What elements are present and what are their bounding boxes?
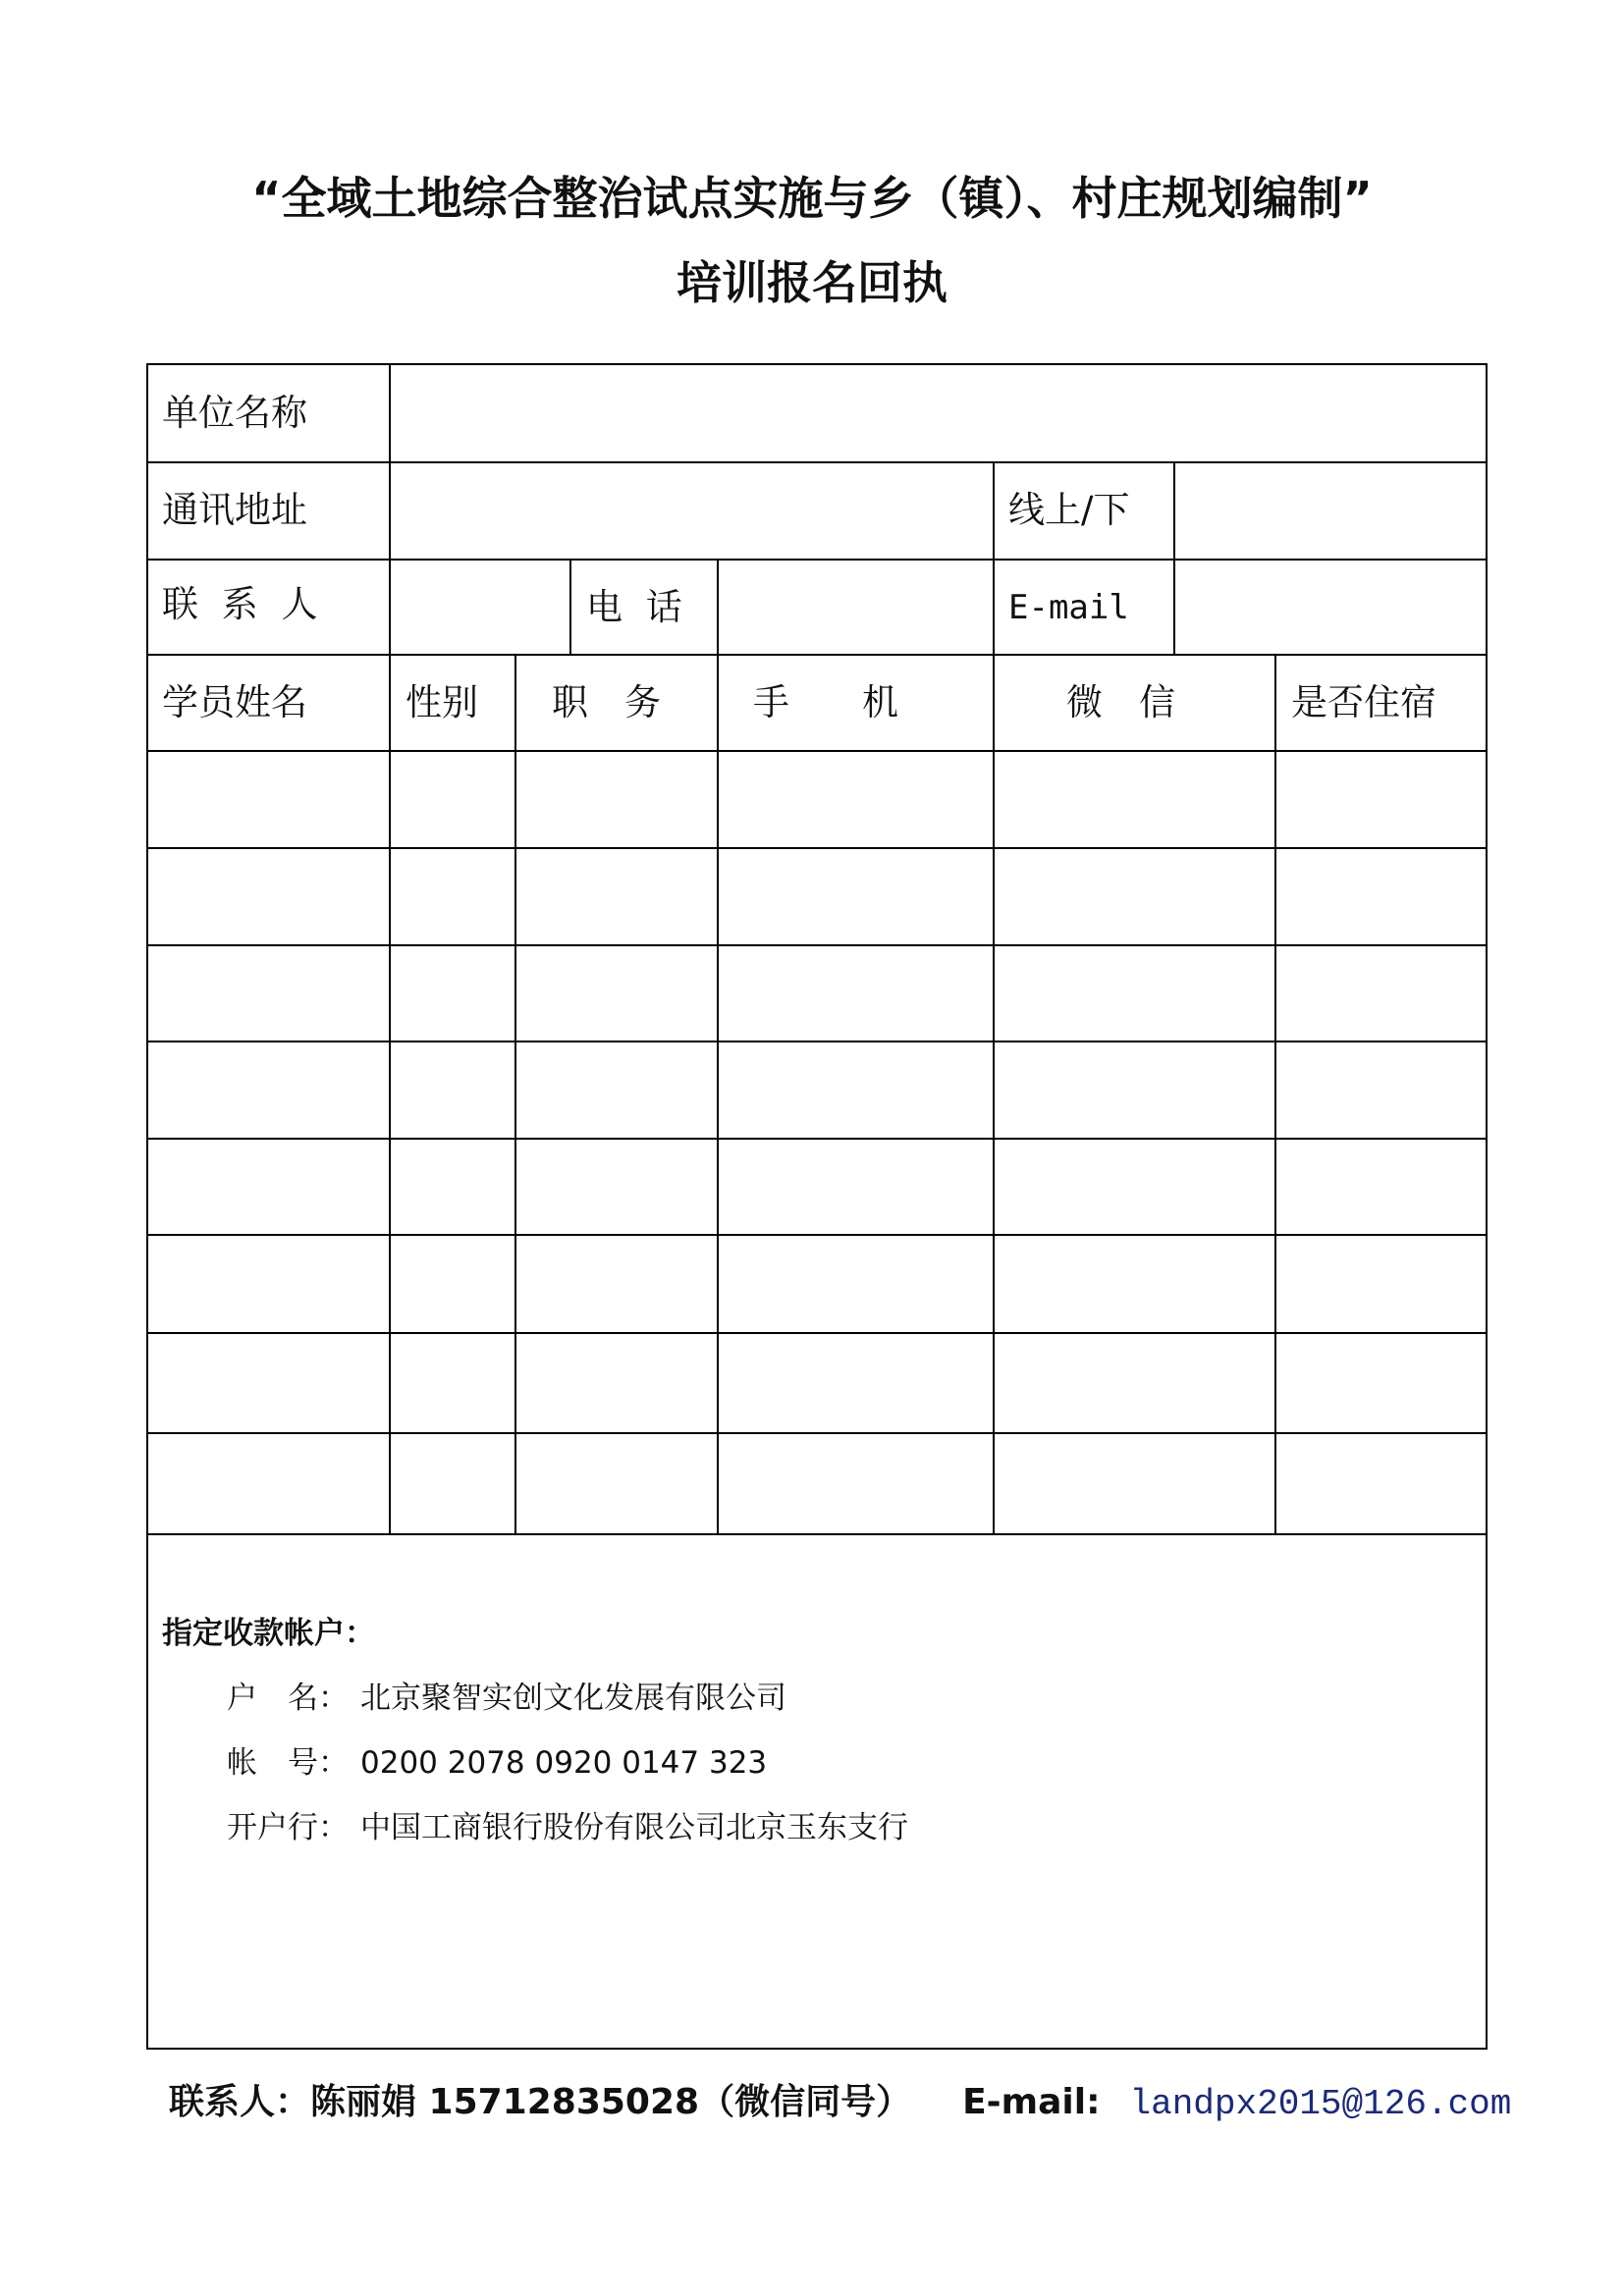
col-divider [993, 461, 995, 1535]
email-label: E-mail [1008, 588, 1129, 627]
header-mobile: 手 机 [753, 681, 898, 723]
account-name-value: 北京聚智实创文化发展有限公司 [360, 1681, 786, 1716]
col-divider [514, 654, 516, 1535]
header-gender: 性别 [406, 681, 478, 723]
col-divider [1173, 461, 1175, 656]
address-label: 通讯地址 [162, 489, 307, 531]
row-divider [148, 847, 1486, 849]
footer-email-label: E-mail: [962, 2082, 1101, 2122]
phone-label: 电 话 [586, 586, 688, 628]
row-divider [148, 750, 1486, 752]
contact-label: 联 系 人 [162, 583, 324, 625]
row-divider [148, 944, 1486, 946]
row-divider [148, 1533, 1486, 1535]
account-name-label: 户 名： [227, 1681, 349, 1716]
form-title-line1: “全域土地综合整治试点实施与乡（镇）、村庄规划编制” [251, 172, 1373, 225]
col-divider [717, 559, 719, 1535]
account-number-label: 帐 号： [227, 1745, 349, 1781]
row-divider [148, 1432, 1486, 1434]
footer-email-link[interactable]: landpx2015@126.com [1129, 2084, 1512, 2124]
account-heading: 指定收款帐户： [162, 1616, 375, 1651]
header-position: 职 务 [552, 681, 661, 723]
col-divider [1274, 654, 1276, 1535]
row-divider [148, 1138, 1486, 1140]
account-number-value: 0200 2078 0920 0147 323 [360, 1745, 768, 1781]
header-student-name: 学员姓名 [162, 681, 307, 723]
online-offline-label: 线上/下 [1008, 489, 1130, 531]
header-accommodation: 是否住宿 [1291, 681, 1436, 723]
bank-label: 开户行： [227, 1810, 349, 1845]
row-divider [148, 1234, 1486, 1236]
row-divider [148, 1041, 1486, 1042]
row-divider [148, 461, 1486, 463]
col-divider [569, 559, 571, 656]
footer-contact-text: 联系人：陈丽娟 15712835028（微信同号） [169, 2082, 912, 2122]
registration-form [146, 363, 1488, 2050]
row-divider [148, 559, 1486, 561]
row-divider [148, 654, 1486, 656]
unit-name-label: 单位名称 [162, 392, 307, 434]
header-wechat: 微 信 [1066, 681, 1175, 723]
form-title-line2: 培训报名回执 [677, 256, 947, 309]
footer-contact [169, 2081, 1511, 2126]
col-divider [389, 365, 391, 1535]
row-divider [148, 1332, 1486, 1334]
bank-value: 中国工商银行股份有限公司北京玉东支行 [360, 1810, 908, 1845]
